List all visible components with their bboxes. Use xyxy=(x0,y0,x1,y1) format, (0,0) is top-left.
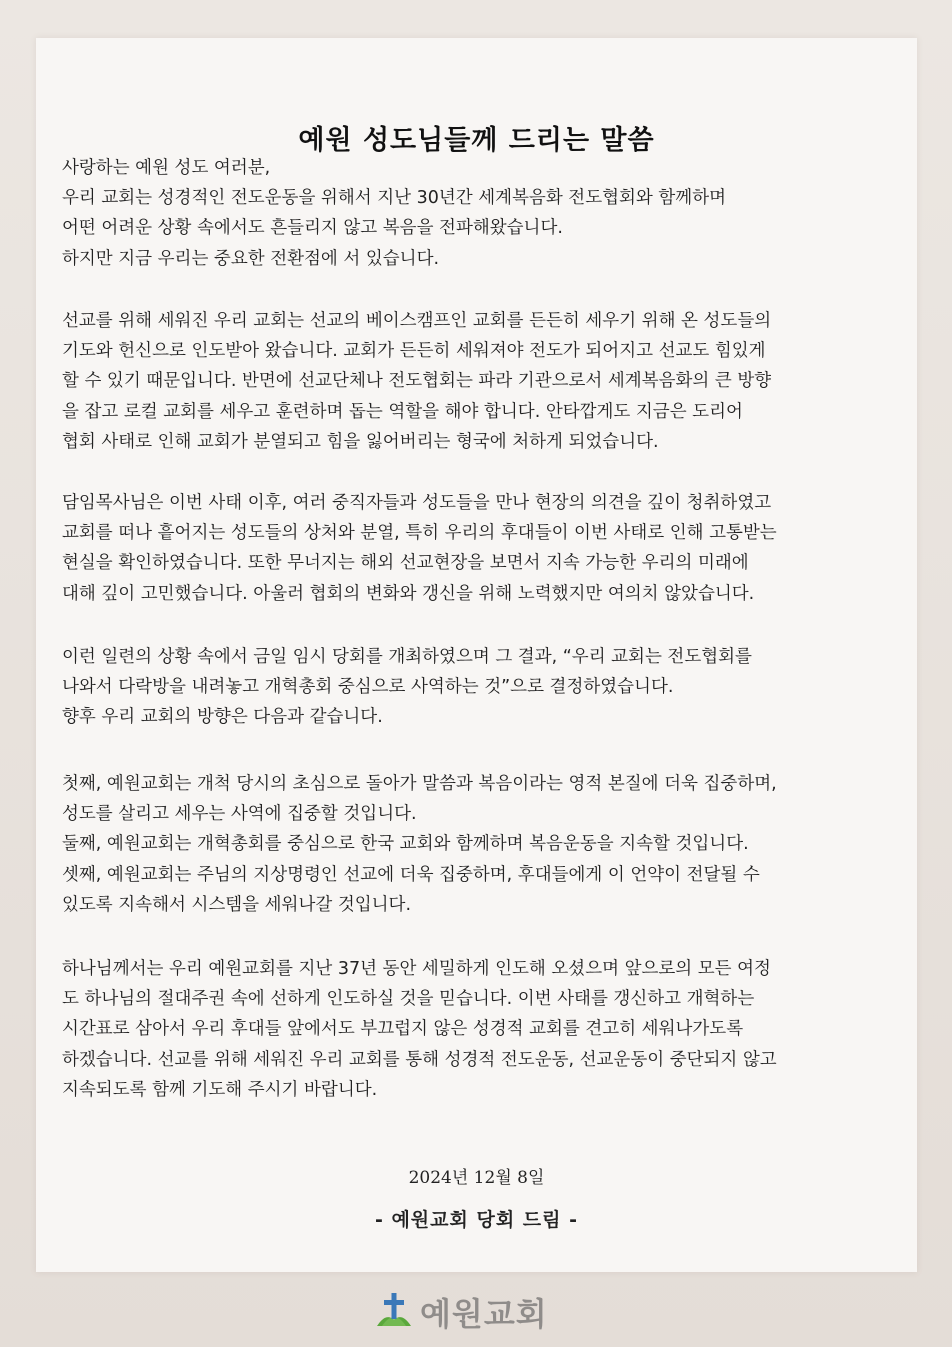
paragraph-line: 할 수 있기 때문입니다. 반면에 선교단체나 전도협회는 파라 기관으로서 세계복음화의 큰 방향 xyxy=(62,371,772,392)
paragraph-line: 지속되도록 함께 기도해 주시기 바랍니다. xyxy=(62,1079,378,1100)
paragraph-line: 이런 일련의 상황 속에서 금일 임시 당회를 개최하였으며 그 결과, “우리 교회는 전도협회를 xyxy=(62,647,752,667)
paragraph-line: 우리 교회는 성경적인 전도운동을 위해서 지난 30년간 세계복음화 전도협회와 함께하며 xyxy=(62,188,727,209)
paragraph-closing xyxy=(62,954,908,1105)
letter-paper xyxy=(36,38,917,1272)
paragraph-line: 을 잡고 로컬 교회를 세우고 훈련하며 돕는 역할을 해야 합니다. 안타깝게도 지금은 도리어 xyxy=(62,401,743,422)
paragraph-mission xyxy=(62,306,908,457)
paragraph-line: 있도록 지속해서 시스템을 세워나갈 것입니다. xyxy=(62,894,412,915)
paragraph-line: 하겠습니다. 선교를 위해 세워진 우리 교회를 통해 성경적 전도운동, 선교운동이 중단되지 않고 xyxy=(62,1049,777,1070)
paragraph-line: 성도를 살리고 세우는 사역에 집중할 것입니다. xyxy=(62,804,417,825)
church-logo xyxy=(374,1288,548,1336)
church-cross-icon xyxy=(374,1290,414,1334)
paragraph-line: 시간표로 삼아서 우리 후대들 앞에서도 부끄럽지 않은 성경적 교회를 견고히 세워나가도록 xyxy=(62,1019,744,1040)
paragraph-greeting xyxy=(62,153,908,274)
letter-title: 예원 성도님들께 드리는 말씀 xyxy=(298,125,655,156)
paragraph-line: 셋째, 예원교회는 주님의 지상명령인 선교에 더욱 집중하며, 후대들에게 이 언약이 전달될 수 xyxy=(62,864,760,885)
paragraph-pastor xyxy=(62,488,908,609)
paragraph-line: 담임목사님은 이번 사태 이후, 여러 중직자들과 성도들을 만나 현장의 의견을 깊이 청취하였고 xyxy=(62,493,772,513)
paragraph-line: 향후 우리 교회의 방향은 다음과 같습니다. xyxy=(62,707,383,728)
paragraph-line: 나와서 다락방을 내려놓고 개혁총회 중심으로 사역하는 것”으로 결정하였습니다. xyxy=(62,677,674,698)
paragraph-directions xyxy=(62,769,908,920)
paragraph-line: 기도와 헌신으로 인도받아 왔습니다. 교회가 든든히 세워져야 전도가 되어지고 선교도 힘있게 xyxy=(62,341,766,362)
paragraph-line: 현실을 확인하였습니다. 또한 무너지는 해외 선교현장을 보면서 지속 가능한 우리의 미래에 xyxy=(62,553,749,574)
paragraph-line: 하나님께서는 우리 예원교회를 지난 37년 동안 세밀하게 인도해 오셨으며 앞으로의 모든 여정 xyxy=(62,959,771,979)
paragraph-line: 하지만 지금 우리는 중요한 전환점에 서 있습니다. xyxy=(62,248,440,269)
paragraph-line: 둘째, 예원교회는 개혁총회를 중심으로 한국 교회와 함께하며 복음운동을 지속할 것입니다. xyxy=(62,834,749,855)
church-logo-text: 예원교회 xyxy=(420,1295,548,1333)
letter-date: 2024년 12월 8일 xyxy=(408,1168,545,1188)
paragraph-line: 첫째, 예원교회는 개척 당시의 초심으로 돌아가 말씀과 복음이라는 영적 본질에 더욱 집중하며, xyxy=(62,774,777,794)
paragraph-line: 대해 깊이 고민했습니다. 아울러 협회의 변화와 갱신을 위해 노력했지만 여의치 않았습니다. xyxy=(62,583,755,604)
paragraph-line: 도 하나님의 절대주권 속에 선하게 인도하실 것을 믿습니다. 이번 사태를 갱신하고 개혁하는 xyxy=(62,989,755,1010)
paragraph-line: 협회 사태로 인해 교회가 분열되고 힘을 잃어버리는 형국에 처하게 되었습니다. xyxy=(62,431,659,452)
paragraph-decision xyxy=(62,642,908,733)
paragraph-line: 어떤 어려운 상황 속에서도 흔들리지 않고 복음을 전파해왔습니다. xyxy=(62,218,563,239)
letter-signature: - 예원교회 당회 드림 - xyxy=(374,1209,579,1231)
paragraph-line: 선교를 위해 세워진 우리 교회는 선교의 베이스캠프인 교회를 든든히 세우기 위해 온 성도들의 xyxy=(62,311,772,331)
paragraph-line: 교회를 떠나 흩어지는 성도들의 상처와 분열, 특히 우리의 후대들이 이번 사태로 인해 고통받는 xyxy=(62,523,777,544)
paragraph-line: 사랑하는 예원 성도 여러분, xyxy=(62,158,271,178)
